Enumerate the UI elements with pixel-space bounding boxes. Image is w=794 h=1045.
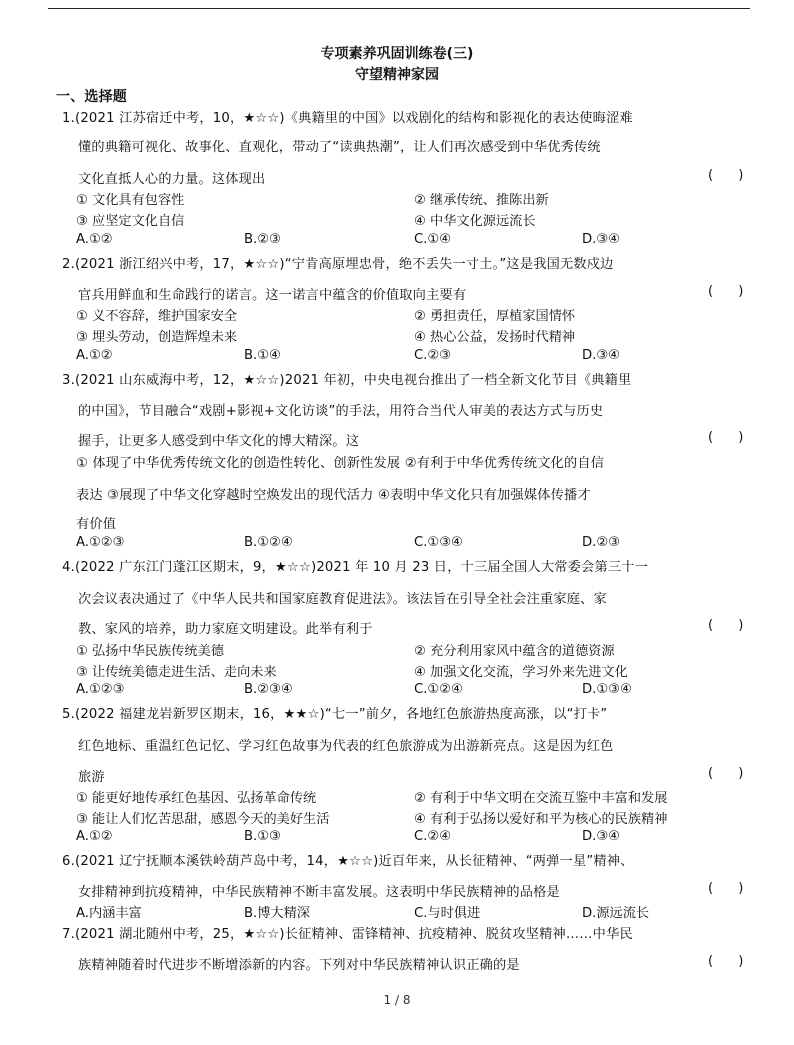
- choice-c[interactable]: C.①②④: [414, 682, 463, 697]
- statement-2: ② 继承传统、推陈出新: [414, 193, 549, 208]
- question-5-stem-line-3: 旅游: [78, 770, 105, 785]
- choice-b[interactable]: B.①③: [244, 829, 281, 844]
- statement-1: ① 义不容辞，维护国家安全: [76, 309, 238, 324]
- choice-a[interactable]: A.内涵丰富: [76, 906, 142, 921]
- choice-b[interactable]: B.②③④: [244, 682, 293, 697]
- choice-c[interactable]: C.①④: [414, 232, 452, 247]
- statement-3: ③ 能让人们忆苦思甜，感恩今天的美好生活: [76, 812, 330, 827]
- question-7-stem-line-2: 族精神随着时代进步不断增添新的内容。下列对中华民族精神认识正确的是: [78, 958, 520, 973]
- statement-1: ① 文化具有包容性: [76, 193, 185, 208]
- statement-4: ④ 热心公益，发扬时代精神: [414, 330, 576, 345]
- statement-1: ① 能更好地传承红色基因、弘扬革命传统: [76, 791, 317, 806]
- question-5-stem-line-2: 红色地标、重温红色记忆、学习红色故事为代表的红色旅游成为出游新亮点。这是因为红色: [78, 739, 614, 754]
- statement-2: ② 有利于中华文明在交流互鉴中丰富和发展: [414, 791, 668, 806]
- choice-d[interactable]: D.①③④: [582, 682, 632, 697]
- choice-a[interactable]: A.①②③: [76, 535, 125, 550]
- question-4-stem-line-3: 教、家风的培养，助力家庭文明建设。此举有利于: [78, 622, 373, 637]
- answer-bracket[interactable]: ( ): [708, 430, 744, 445]
- page-number: 1 / 8: [383, 993, 411, 1007]
- choice-b[interactable]: B.博大精深: [244, 906, 310, 921]
- question-3-statements-line-3: 有价值: [76, 517, 117, 532]
- document-subtitle: 守望精神家园: [355, 67, 439, 83]
- statement-2: ② 勇担责任，厚植家国情怀: [414, 309, 576, 324]
- statement-2: ② 充分利用家风中蕴含的道德资源: [414, 644, 615, 659]
- choice-d[interactable]: D.②③: [582, 535, 620, 550]
- question-3-statements-line-1: ① 体现了中华优秀传统文化的创造性转化、创新性发展 ②有利于中华优秀传统文化的自信: [76, 456, 605, 471]
- question-1-stem-line-3: 文化直抵人心的力量。这体现出: [78, 172, 266, 187]
- choice-a[interactable]: A.①②: [76, 348, 113, 363]
- statement-4: ④ 加强文化交流，学习外来先进文化: [414, 665, 628, 680]
- question-4-stem-line-2: 次会议表决通过了《中华人民共和国家庭教育促进法》。该法旨在引导全社会注重家庭、家: [78, 592, 607, 607]
- answer-bracket[interactable]: ( ): [708, 618, 744, 633]
- choice-a[interactable]: A.①②: [76, 232, 113, 247]
- question-3-statements-line-2: 表达 ③展现了中华文化穿越时空焕发出的现代活力 ④表明中华文化只有加强媒体传播才: [76, 488, 591, 503]
- question-1-stem-line-2: 懂的典籍可视化、故事化、直观化，带动了“读典热潮”，让人们再次感受到中华优秀传统: [78, 140, 601, 155]
- question-3-stem-line-3: 握手，让更多人感受到中华文化的博大精深。这: [78, 434, 360, 449]
- question-1-stem-line-1: 1.(2021 江苏宿迁中考，10，★☆☆)《典籍里的中国》以戏剧化的结构和影视化的表达使晦涩难: [62, 111, 633, 126]
- choice-d[interactable]: D.③④: [582, 232, 620, 247]
- question-6-stem-line-1: 6.(2021 辽宁抚顺本溪铁岭葫芦岛中考，14，★☆☆)近百年来，从长征精神、“两弹一星”精神、: [62, 854, 634, 869]
- question-3-stem-line-1: 3.(2021 山东威海中考，12，★☆☆)2021 年初，中央电视台推出了一档全新文化节目《典籍里: [62, 373, 632, 388]
- statement-3: ③ 让传统美德走进生活、走向未来: [76, 665, 277, 680]
- choice-c[interactable]: C.①③④: [414, 535, 463, 550]
- choice-b[interactable]: B.①④: [244, 348, 281, 363]
- question-4-stem-line-1: 4.(2022 广东江门蓬江区期末，9，★☆☆)2021 年 10 月 23 日，十三届全国人大常委会第三十一: [62, 560, 648, 575]
- statement-4: ④ 有利于弘扬以爱好和平为核心的民族精神: [414, 812, 668, 827]
- choice-c[interactable]: C.②③: [414, 348, 452, 363]
- choice-d[interactable]: D.源远流长: [582, 906, 650, 921]
- section-heading: 一、选择题: [56, 89, 127, 105]
- choice-b[interactable]: B.②③: [244, 232, 281, 247]
- choice-b[interactable]: B.①②④: [244, 535, 293, 550]
- question-6-stem-line-2: 女排精神到抗疫精神，中华民族精神不断丰富发展。这表明中华民族精神的品格是: [78, 885, 560, 900]
- answer-bracket[interactable]: ( ): [708, 954, 744, 969]
- statement-3: ③ 埋头劳动，创造辉煌未来: [76, 330, 238, 345]
- choice-a[interactable]: A.①②③: [76, 682, 125, 697]
- choice-d[interactable]: D.③④: [582, 829, 620, 844]
- question-5-stem-line-1: 5.(2022 福建龙岩新罗区期末，16，★★☆)“七一”前夕，各地红色旅游热度高涨，以“打卡”: [62, 707, 608, 722]
- statement-3: ③ 应坚定文化自信: [76, 214, 185, 229]
- answer-bracket[interactable]: ( ): [708, 766, 744, 781]
- answer-bracket[interactable]: ( ): [708, 284, 744, 299]
- document-title: 专项素养巩固训练卷(三): [320, 46, 474, 62]
- choice-a[interactable]: A.①②: [76, 829, 113, 844]
- answer-bracket[interactable]: ( ): [708, 168, 744, 183]
- header-rule: [48, 8, 750, 9]
- question-2-stem-line-2: 官兵用鲜血和生命践行的诺言。这一诺言中蕴含的价值取向主要有: [78, 288, 467, 303]
- choice-d[interactable]: D.③④: [582, 348, 620, 363]
- choice-c[interactable]: C.②④: [414, 829, 452, 844]
- answer-bracket[interactable]: ( ): [708, 881, 744, 896]
- question-3-stem-line-2: 的中国》，节目融合“戏剧+影视+文化访谈”的手法，用符合当代人审美的表达方式与历史: [78, 404, 604, 419]
- statement-1: ① 弘扬中华民族传统美德: [76, 644, 224, 659]
- question-2-stem-line-1: 2.(2021 浙江绍兴中考，17，★☆☆)“宁肯高原埋忠骨，绝不丢失一寸土。”这是我国无数戍边: [62, 257, 614, 272]
- question-7-stem-line-1: 7.(2021 湖北随州中考，25，★☆☆)长征精神、雷锋精神、抗疫精神、脱贫攻坚精神……中华民: [62, 927, 633, 942]
- statement-4: ④ 中华文化源远流长: [414, 214, 536, 229]
- choice-c[interactable]: C.与时俱进: [414, 906, 481, 921]
